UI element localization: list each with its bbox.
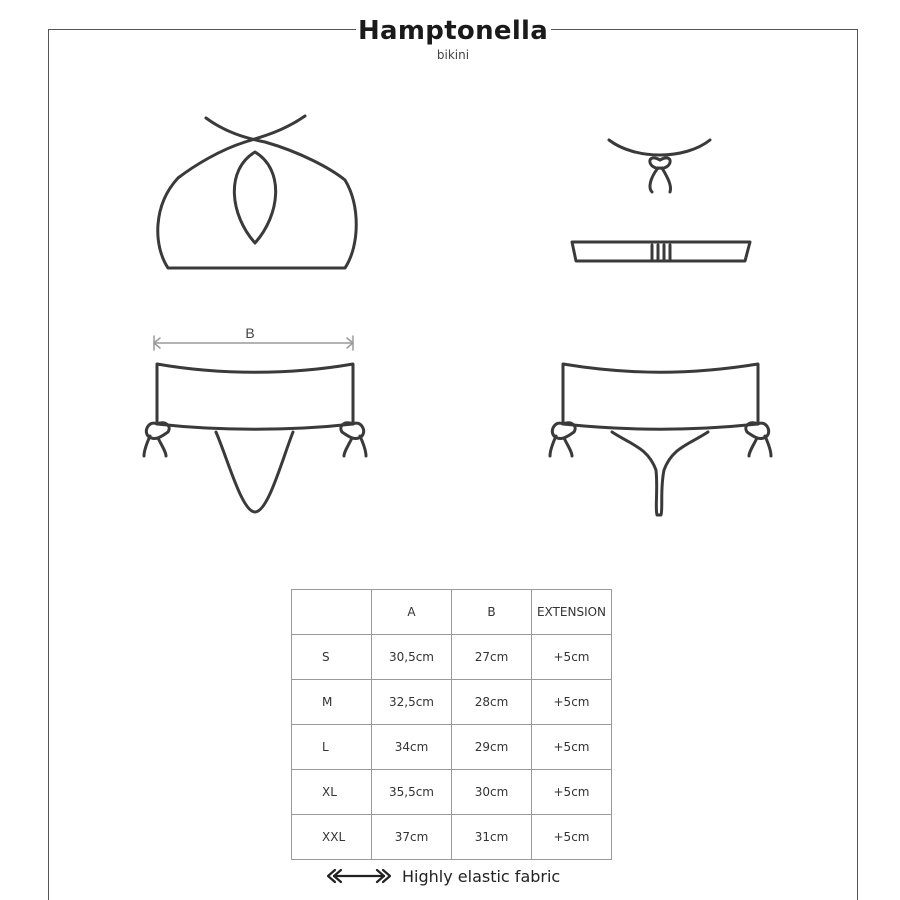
measure-a-cell: 35,5cm: [372, 770, 452, 815]
measure-a-cell: 37cm: [372, 815, 452, 860]
measure-b-cell: 29cm: [452, 725, 532, 770]
measure-b-label: B: [245, 325, 255, 341]
extension-cell: +5cm: [532, 815, 612, 860]
bottom-front-tie-right: [341, 423, 366, 456]
size-cell: S: [292, 635, 372, 680]
double-arrow-icon: [326, 868, 392, 884]
table-header-cell: B: [452, 590, 532, 635]
measure-b-cell: 28cm: [452, 680, 532, 725]
size-cell: L: [292, 725, 372, 770]
measure-a-cell: 34cm: [372, 725, 452, 770]
back-neck-tie: [609, 140, 710, 155]
back-bow: [650, 158, 671, 192]
bottom-front-waistband: [157, 364, 353, 429]
extension-cell: +5cm: [532, 680, 612, 725]
table-row: [292, 635, 612, 680]
table-header-row: [292, 590, 612, 635]
size-cell: XXL: [292, 815, 372, 860]
extension-cell: +5cm: [532, 635, 612, 680]
extension-cell: +5cm: [532, 725, 612, 770]
bikini-top-front: [158, 116, 356, 268]
bottom-front-tie-left: [144, 423, 169, 456]
bikini-bottom-front: [144, 364, 366, 512]
bottom-back-thong: [612, 432, 708, 515]
table-header-cell: EXTENSION: [532, 590, 612, 635]
bottom-back-waistband: [563, 364, 758, 429]
measure-a-cell: 30,5cm: [372, 635, 452, 680]
keyhole-cutout: [234, 152, 275, 243]
bottom-back-tie-left: [550, 423, 575, 456]
measure-b-cell: 31cm: [452, 815, 532, 860]
back-clasp: [652, 245, 670, 260]
measure-b-cell: 27cm: [452, 635, 532, 680]
bikini-top-back: [572, 140, 750, 261]
top-front-strap-right: [245, 116, 305, 142]
product-subtitle: bikini: [436, 48, 470, 62]
bottom-front-gusset: [216, 432, 293, 512]
extension-cell: +5cm: [532, 770, 612, 815]
top-front-outline: [158, 142, 356, 268]
table-row: [292, 815, 612, 860]
size-cell: XL: [292, 770, 372, 815]
size-cell: M: [292, 680, 372, 725]
footer: [326, 864, 560, 888]
table-header-cell: [292, 590, 372, 635]
size-table: [291, 589, 612, 860]
table-row: [292, 680, 612, 725]
table-row: [292, 725, 612, 770]
footer-text: Highly elastic fabric: [402, 866, 561, 886]
bottom-back-tie-right: [746, 423, 771, 456]
product-title: Hamptonella: [358, 16, 549, 46]
measure-b-cell: 30cm: [452, 770, 532, 815]
measure-a-cell: 32,5cm: [372, 680, 452, 725]
back-band: [572, 242, 750, 261]
table-row: [292, 770, 612, 815]
bikini-bottom-back: [550, 364, 771, 515]
table-header-cell: A: [372, 590, 452, 635]
